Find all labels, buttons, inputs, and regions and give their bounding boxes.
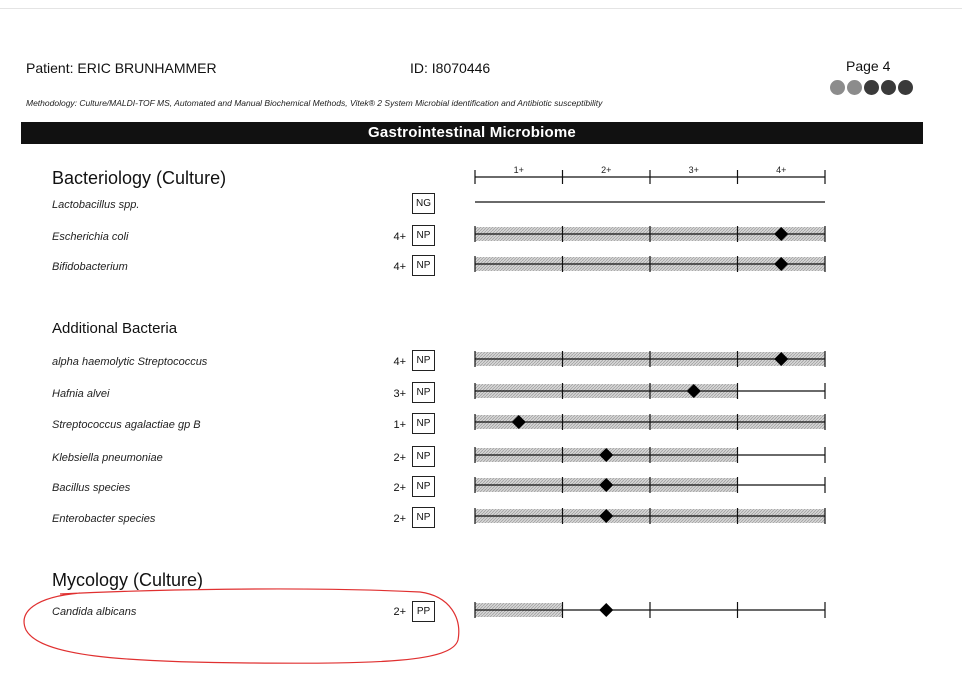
organism-name: Candida albicans [52, 606, 137, 618]
result-code-box: NP [412, 225, 435, 246]
organism-name: alpha haemolytic Streptococcus [52, 356, 208, 368]
growth-grade: 4+ [393, 231, 406, 243]
growth-grade: 2+ [393, 452, 406, 464]
methodology-line: Methodology: Culture/MALDI-TOF MS, Automated and Manual Biochemical Methods, Vitek® 2 System Microbial identification and Antibiotic susceptibility [26, 98, 603, 108]
result-code-box: NP [412, 350, 435, 371]
page-number: Page 4 [846, 58, 891, 74]
patient-id: ID: I8070446 [410, 60, 491, 76]
organism-name: Klebsiella pneumoniae [52, 452, 163, 464]
organism-name: Enterobacter species [52, 513, 156, 525]
organism-name: Bifidobacterium [52, 261, 128, 273]
result-code-box: NP [412, 446, 435, 467]
result-code-box: NP [412, 507, 435, 528]
heading-bacteriology: Bacteriology (Culture) [52, 168, 227, 188]
level-diamond-marker [599, 603, 613, 617]
growth-grade: 4+ [393, 356, 406, 368]
heading-mycology: Mycology (Culture) [52, 570, 204, 590]
organism-name: Streptococcus agalactiae gp B [52, 419, 201, 431]
organism-name: Hafnia alvei [52, 388, 110, 400]
scale-label: 3+ [688, 165, 699, 175]
result-code-box: NP [412, 382, 435, 403]
growth-grade: 2+ [393, 606, 406, 618]
heading-additional-bacteria: Additional Bacteria [52, 320, 178, 337]
scale-rows [475, 202, 825, 618]
scale-label: 2+ [601, 165, 612, 175]
result-code-box: NP [412, 255, 435, 276]
result-code-box: NP [412, 413, 435, 434]
scale-label: 4+ [776, 165, 787, 175]
growth-grade: 2+ [393, 513, 406, 525]
result-code-box: NP [412, 476, 435, 497]
organism-name: Bacillus species [52, 482, 131, 494]
section-banner: Gastrointestinal Microbiome [21, 122, 923, 144]
growth-grade: 1+ [393, 419, 406, 431]
growth-grade: 2+ [393, 482, 406, 494]
growth-grade: 3+ [393, 388, 406, 400]
result-code-box: NG [412, 193, 435, 214]
organism-name: Escherichia coli [52, 231, 129, 243]
organism-name: Lactobacillus spp. [52, 199, 140, 211]
result-code-box: PP [412, 601, 435, 622]
patient-name: Patient: ERIC BRUNHAMMER [26, 60, 217, 76]
scale-label: 1+ [513, 165, 524, 175]
scale-header [475, 165, 825, 184]
growth-grade: 4+ [393, 261, 406, 273]
